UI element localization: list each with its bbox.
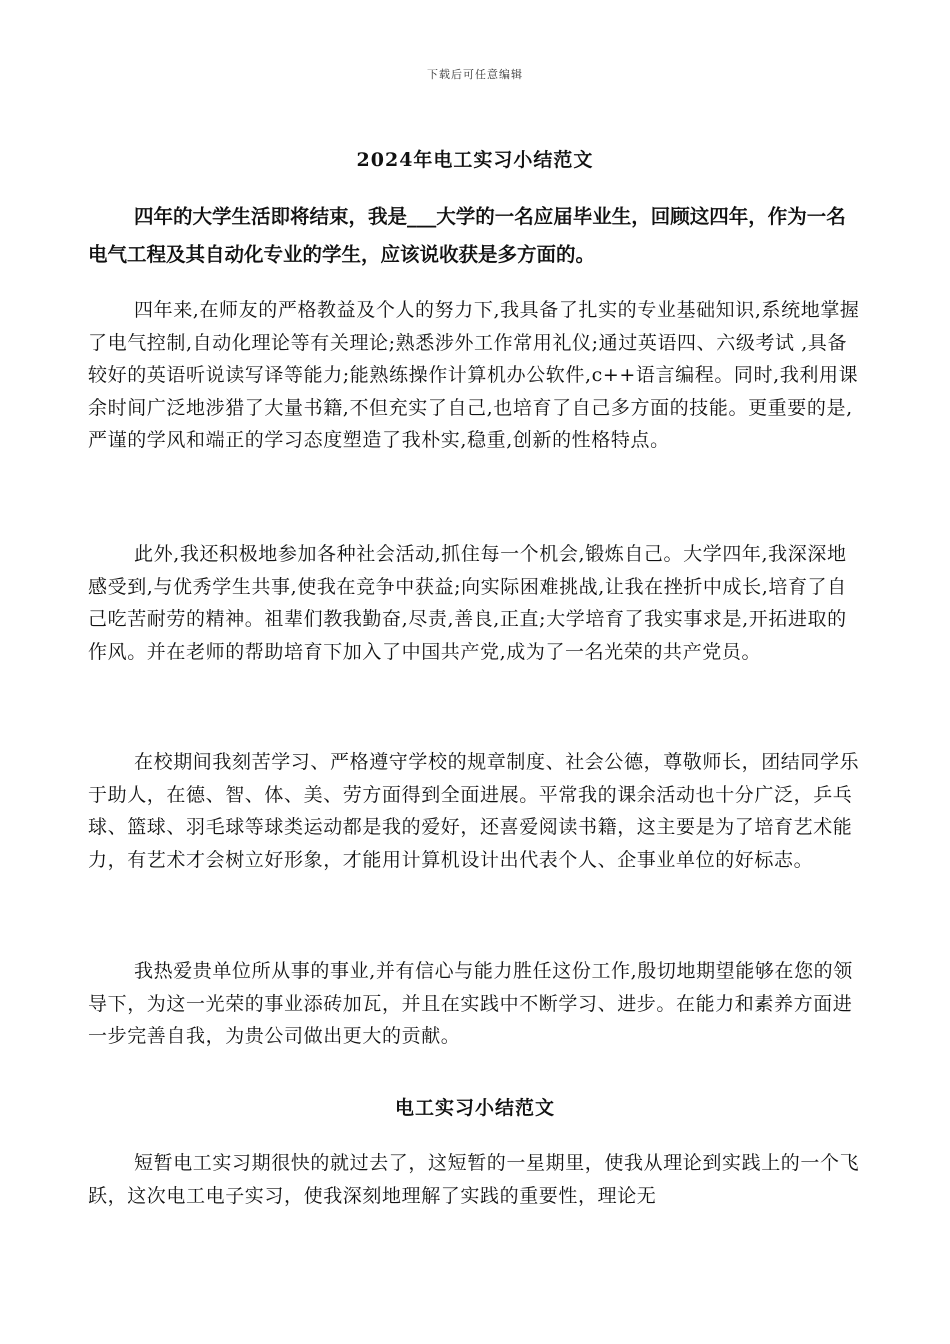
body-paragraph: 我热爱贵单位所从事的事业,并有信心与能力胜任这份工作,殷切地期望能够在您的领导下，为这一光荣的事业添砖加瓦，并且在实践中不断学习、进步。在能力和素养方面进一步完善自我，为贵公司做出更大的贡献。 (88, 960, 853, 1047)
body-paragraph: 此外,我还积极地参加各种社会活动,抓住每一个机会,锻炼自己。大学四年,我深深地感受到,与优秀学生共事,使我在竞争中获益;向实际困难挑战,让我在挫折中成长,培育了自己吃苦耐劳的精神。祖辈们教我勤奋,尽责,善良,正直;大学培育了我实事求是,开拓进取的作风。并在老师的帮助培育下加入了中国共产党,成为了一名光荣的共产党员。 (88, 543, 847, 663)
body-paragraph: 短暂电工实习期很快的就过去了，这短暂的一星期里，使我从理论到实践上的一个飞跃，这次电工电子实习，使我深刻地理解了实践的重要性，理论无 (88, 1152, 860, 1207)
intro-paragraph: 四年的大学生活即将结束，我是___大学的一名应届毕业生，回顾这四年，作为一名电气工程及其自动化专业的学生，应该说收获是多方面的。 (88, 205, 846, 266)
header-note: 下载后可任意编辑 (427, 68, 523, 81)
document-title: 2024年电工实习小结范文 (356, 149, 594, 171)
body-paragraph: 在校期间我刻苦学习、严格遵守学校的规章制度、社会公德，尊敬师长，团结同学乐于助人，在德、智、体、美、劳方面得到全面进展。平常我的课余活动也十分广泛，乒乓球、篮球、羽毛球等球类运动都是我的爱好，还喜爱阅读书籍，这主要是为了培育艺术能力，有艺术才会树立好形象，才能用计算机设计出代表个人、企事业单位的好标志。 (88, 751, 860, 871)
section-subtitle: 电工实习小结范文 (394, 1097, 555, 1119)
body-paragraph: 四年来,在师友的严格教益及个人的努力下,我具备了扎实的专业基础知识,系统地掌握了电气控制,自动化理论等有关理论;熟悉涉外工作常用礼仪;通过英语四、六级考试 ,具备较好的英语听说读写译等能力;能熟练操作计算机办公软件,c++语言编程。同时,我利用课余时间广泛地涉猎了大量书籍,不但充实了自己,也培育了自己多方面的技能。更重要的是,严谨的学风和端正的学习态度塑造了我朴实,稳重,创新的性格特点。 (88, 299, 860, 451)
